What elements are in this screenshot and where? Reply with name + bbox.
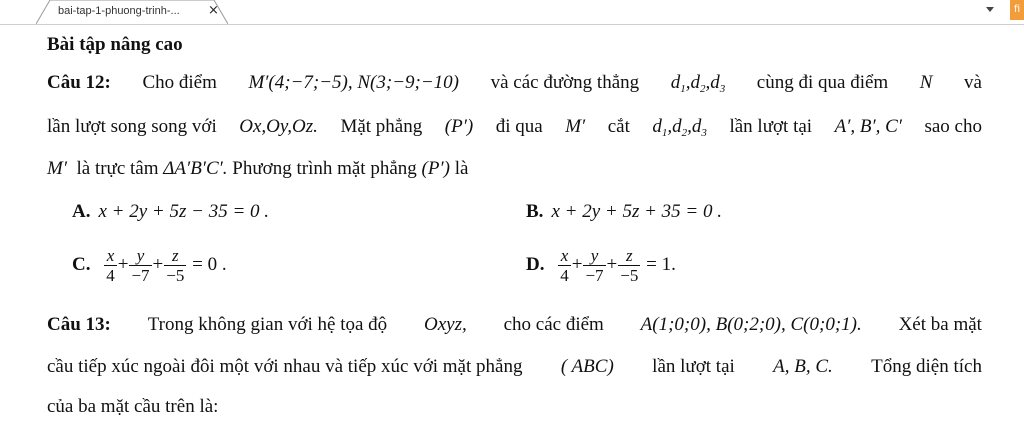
q12-text: là [454,158,469,179]
subscript-2: 2 [699,83,706,95]
q12-point-n: N [919,72,933,93]
q12-line-3 [47,157,468,181]
numerator: z [626,246,633,265]
subscript-1: 1 [661,127,668,139]
subscript-3: 3 [719,83,726,95]
option-label: C. [72,253,91,275]
q13-label: Câu 13: [47,314,111,335]
option-tail: = 1. [646,253,676,275]
denominator: −5 [620,266,639,285]
line-d3: d [710,72,720,93]
q13-line-2 [47,355,982,379]
browser-tab-strip [0,0,1024,25]
q12-option-a [72,200,269,224]
subscript-1: 1 [680,83,686,95]
q12-axes: Ox,Oy,Oz. [239,116,318,137]
denominator: 4 [560,266,569,285]
q13-text: Tổng diện tích [871,356,982,377]
q12-text: là trực tâm [76,158,159,179]
q12-line-2 [47,115,982,145]
option-tail: = 0 . [192,253,227,275]
q12-point-m: M′ [565,116,586,137]
option-text: x + 2y + 5z + 35 = 0 . [551,201,722,222]
denominator: −7 [131,266,150,285]
line-d1: d [670,72,681,93]
q13-text: cho các điểm [503,314,604,335]
numerator: x [560,246,569,265]
q13-coord-system: Oxyz, [424,314,467,335]
fraction [104,246,117,285]
extension-button[interactable]: fi [1010,0,1024,20]
browser-tab[interactable] [36,0,228,24]
q12-plane-p: (P′) [444,116,474,137]
q13-text: Xét ba mặt [898,314,982,335]
document-page [0,24,1024,435]
fraction [164,246,186,285]
denominator: −5 [166,266,185,285]
close-icon[interactable]: × [208,3,219,18]
line-d3: d [691,116,702,137]
fraction [583,246,605,285]
line-d2: d [672,116,682,137]
q12-line-1 [47,71,982,101]
option-label: B. [526,201,544,222]
q12-points-abc: A′, B′, C′ [834,116,902,137]
numerator: y [590,246,599,265]
q13-plane-abc: ( ABC) [560,356,614,377]
q12-triangle: ΔA′B′C′. [163,158,228,179]
q12-lines-d: $d_1,d_2,d_3$ [652,116,707,139]
q12-text: cùng đi qua điểm [756,72,889,93]
subscript-2: 2 [681,127,688,139]
denominator: −7 [585,266,604,285]
q13-line-3: của ba mặt cầu trên là: [47,396,219,417]
line-d1: d [652,116,662,137]
q12-plane-p: (P′) [421,158,450,179]
fraction [129,246,151,285]
q12-point-m: M′ [47,158,67,179]
numerator: y [136,246,145,265]
q12-text: Mặt phẳng [340,116,423,137]
q12-text: cắt [607,116,630,137]
q12-text: Cho điểm [142,72,217,93]
denominator: 4 [106,266,115,285]
q12-points-mn: M′(4;−7;−5), N(3;−9;−10) [248,72,460,93]
fraction [558,246,571,285]
q12-label: Câu 12: [47,72,111,93]
q12-text: và [964,72,982,93]
q13-points: A(1;0;0), B(0;2;0), C(0;0;1). [640,314,862,335]
q12-option-d: D. $\frac{x}{4}$ + $\frac{y}{-7}$ + $\frac{z}{-5}$ = 1. [526,246,676,285]
section-heading: Bài tập nâng cao [47,34,183,55]
tab-title: bai-tap-1-phuong-trinh-... [58,5,180,17]
q12-lines-d: $d_1,d_2,d_3$ [670,72,726,95]
q12-text: và các đường thẳng [490,72,640,93]
fraction [618,246,640,285]
option-label: A. [72,201,91,222]
q12-text: sao cho [924,116,982,137]
numerator: z [172,246,179,265]
option-text: x + 2y + 5z − 35 = 0 . [98,201,270,222]
q12-text: lần lượt song song với [47,116,217,137]
line-d2: d [690,72,700,93]
q12-option-b [526,200,722,224]
option-label: D. [526,253,545,275]
numerator: x [106,246,115,265]
q12-text: Phương trình mặt phẳng [232,158,417,179]
q13-text: Trong không gian với hệ tọa độ [147,314,388,335]
tab-list-dropdown-icon[interactable] [986,7,994,12]
q13-text: cầu tiếp xúc ngoài đôi một với nhau và tiếp xúc với mặt phẳng [47,356,523,377]
q13-line-1 [47,313,982,337]
subscript-3: 3 [701,127,707,139]
q12-text: lần lượt tại [729,116,813,137]
q13-text: lần lượt tại [652,356,735,377]
q12-option-c: C. $\frac{x}{4}$ + $\frac{y}{-7}$ + $\frac{z}{-5}$ = 0 . [72,246,227,285]
q12-text: đi qua [495,116,543,137]
q13-points-abc: A, B, C. [773,356,833,377]
